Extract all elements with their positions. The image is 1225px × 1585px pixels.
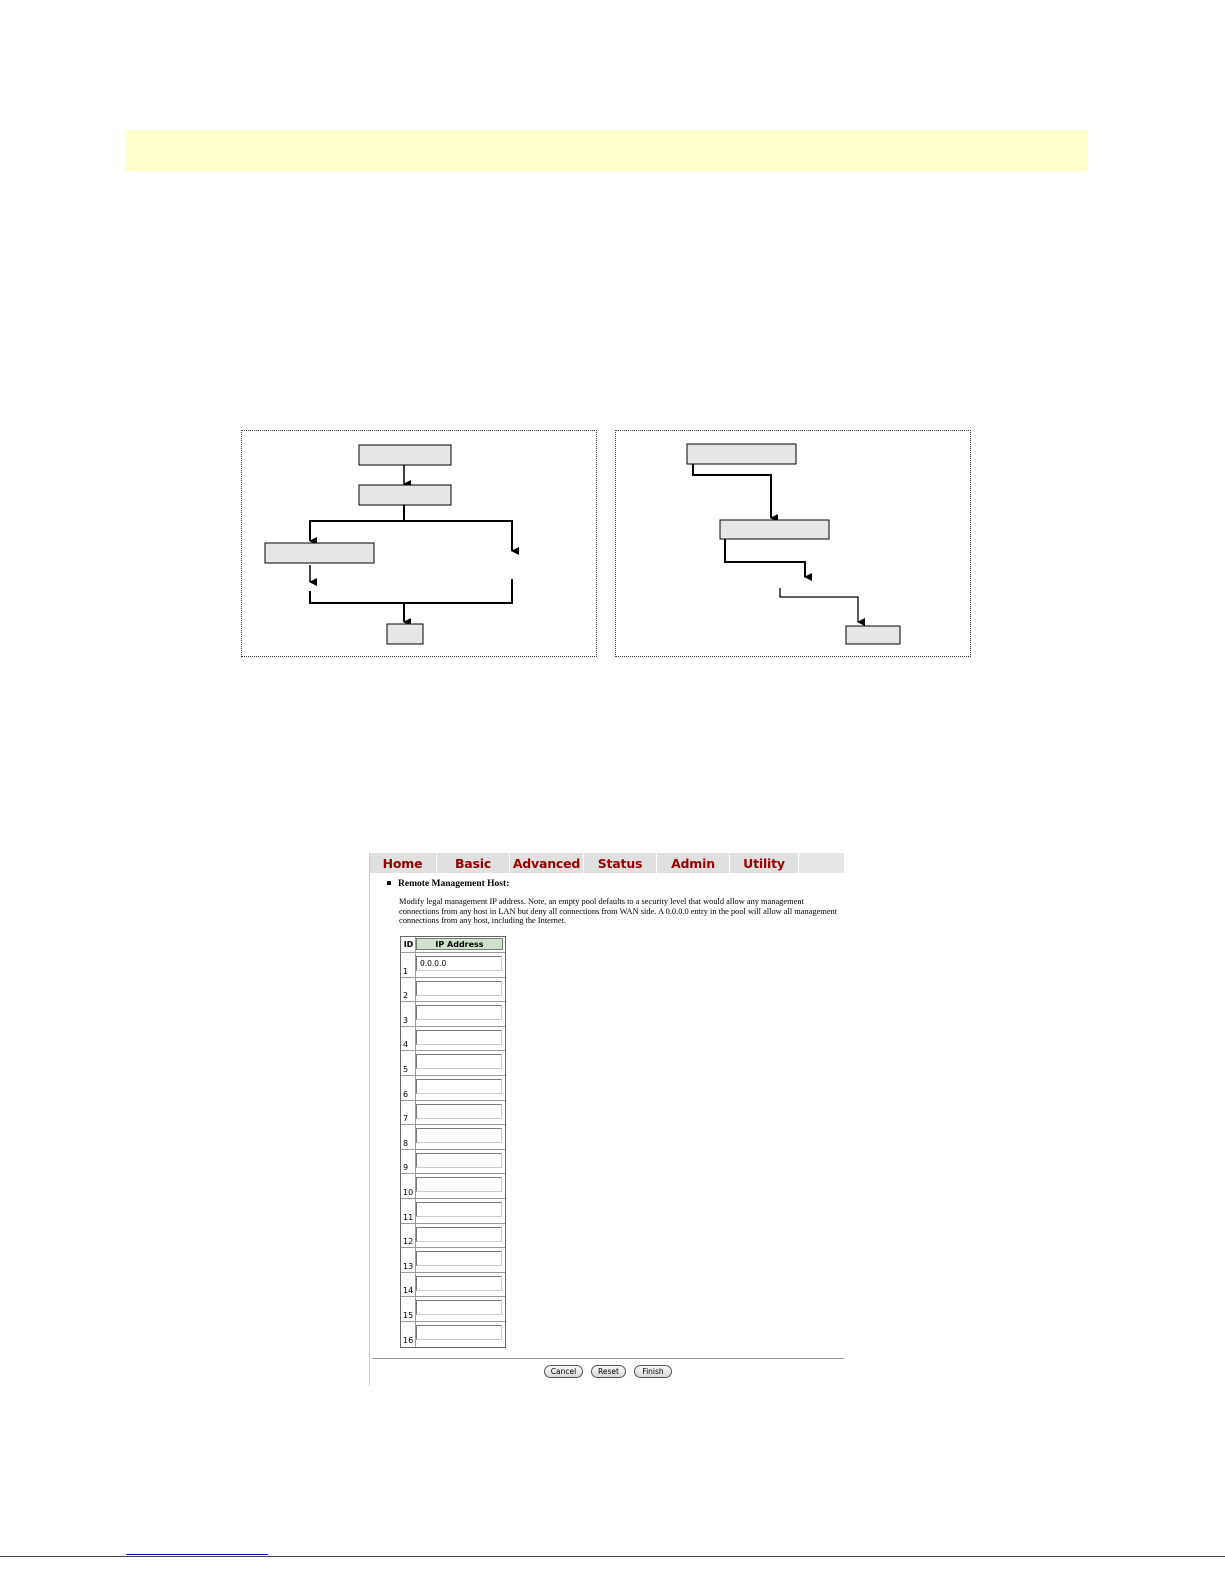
row-id: 1	[403, 966, 409, 976]
flow-box	[359, 485, 451, 505]
row-id: 13	[403, 1261, 414, 1271]
flow-box	[687, 444, 796, 464]
nav-filler	[799, 853, 844, 873]
ip-address-input[interactable]	[416, 981, 502, 996]
table-row	[401, 1173, 505, 1198]
section-title	[387, 879, 509, 889]
row-id: 2	[403, 991, 409, 1001]
table-row	[401, 1272, 505, 1297]
ip-address-input[interactable]	[416, 1005, 502, 1020]
row-id: 3	[403, 1015, 409, 1025]
ip-address-input[interactable]	[416, 1153, 502, 1168]
flow-box	[265, 543, 374, 563]
ip-address-input[interactable]	[416, 1276, 502, 1291]
flowchart-left	[242, 431, 598, 658]
row-id: 6	[403, 1089, 409, 1099]
flow-box	[359, 445, 451, 465]
row-id: 12	[403, 1237, 414, 1247]
ip-address-input[interactable]	[416, 1128, 502, 1143]
flowchart-right-panel	[615, 430, 971, 657]
ip-address-input[interactable]	[416, 1177, 502, 1192]
flow-connector	[693, 464, 771, 518]
flow-box	[720, 520, 829, 539]
table-row	[401, 1247, 505, 1272]
header-ip-address: IP Address	[416, 938, 503, 950]
table-row	[401, 1321, 505, 1346]
row-id: 7	[403, 1114, 409, 1124]
flow-connector	[725, 539, 805, 577]
cancel-button[interactable]: Cancel	[544, 1365, 583, 1378]
ip-address-input[interactable]	[416, 1202, 502, 1217]
ip-address-table	[400, 936, 506, 1348]
nav-status[interactable]: Status	[584, 853, 657, 873]
ip-address-input[interactable]	[416, 1079, 502, 1094]
table-row	[401, 1198, 505, 1223]
flowchart-left-panel	[241, 430, 597, 657]
flow-box	[387, 624, 423, 644]
table-header	[401, 937, 505, 951]
row-id: 9	[403, 1163, 409, 1173]
table-row	[401, 952, 505, 977]
ip-address-input[interactable]	[416, 1325, 502, 1340]
nav-home[interactable]: Home	[369, 853, 437, 873]
footer-link-underline	[126, 1554, 268, 1555]
row-id: 15	[403, 1310, 414, 1320]
row-id: 8	[403, 1138, 409, 1148]
section-title-text: Remote Management Host:	[398, 879, 510, 889]
left-divider	[369, 853, 370, 1386]
ip-address-input[interactable]	[416, 1054, 502, 1069]
finish-button[interactable]: Finish	[634, 1365, 672, 1378]
bullet-icon	[387, 881, 391, 885]
flow-connector	[310, 579, 512, 603]
footer-rule	[0, 1556, 1225, 1557]
nav-basic[interactable]: Basic	[437, 853, 510, 873]
divider	[372, 1358, 844, 1359]
header-id: ID	[403, 939, 414, 949]
top-nav-bar	[369, 853, 844, 873]
ip-address-input[interactable]	[416, 1251, 502, 1266]
ip-address-input[interactable]: 0.0.0.0	[416, 956, 502, 971]
table-row	[401, 1223, 505, 1248]
reset-button[interactable]: Reset	[591, 1365, 626, 1378]
remote-management-screen	[369, 853, 844, 1386]
row-id: 5	[403, 1064, 409, 1074]
flow-box	[846, 626, 900, 644]
table-row	[401, 1050, 505, 1075]
row-id: 11	[403, 1212, 414, 1222]
ip-address-input[interactable]	[416, 1030, 502, 1045]
nav-advanced[interactable]: Advanced	[510, 853, 584, 873]
ip-address-input[interactable]	[416, 1227, 502, 1242]
section-description: Modify legal management IP address. Note, an empty pool defaults to a security level that would allow any management connections from any host in LAN but deny all connections from WAN side. A 0.0.0.0 entry in the pool will allow all management connections from any host, including the Internet.	[399, 897, 838, 925]
row-id: 4	[403, 1040, 409, 1050]
table-row	[401, 1026, 505, 1051]
nav-admin[interactable]: Admin	[657, 853, 730, 873]
ip-address-input[interactable]	[416, 1300, 502, 1315]
table-row	[401, 1100, 505, 1125]
ip-address-input[interactable]	[416, 1104, 502, 1119]
row-id: 10	[403, 1187, 414, 1197]
flowchart-right	[616, 431, 972, 658]
nav-utility[interactable]: Utility	[730, 853, 799, 873]
highlight-banner	[126, 130, 1088, 171]
flow-connector	[310, 505, 404, 541]
table-row	[401, 1149, 505, 1174]
flow-connector	[404, 521, 512, 551]
row-id: 14	[403, 1286, 414, 1296]
table-row	[401, 1001, 505, 1026]
row-id: 16	[403, 1335, 414, 1345]
flow-connector	[780, 588, 858, 622]
table-row	[401, 1075, 505, 1100]
table-row	[401, 1124, 505, 1149]
table-row	[401, 977, 505, 1002]
table-row	[401, 1296, 505, 1321]
